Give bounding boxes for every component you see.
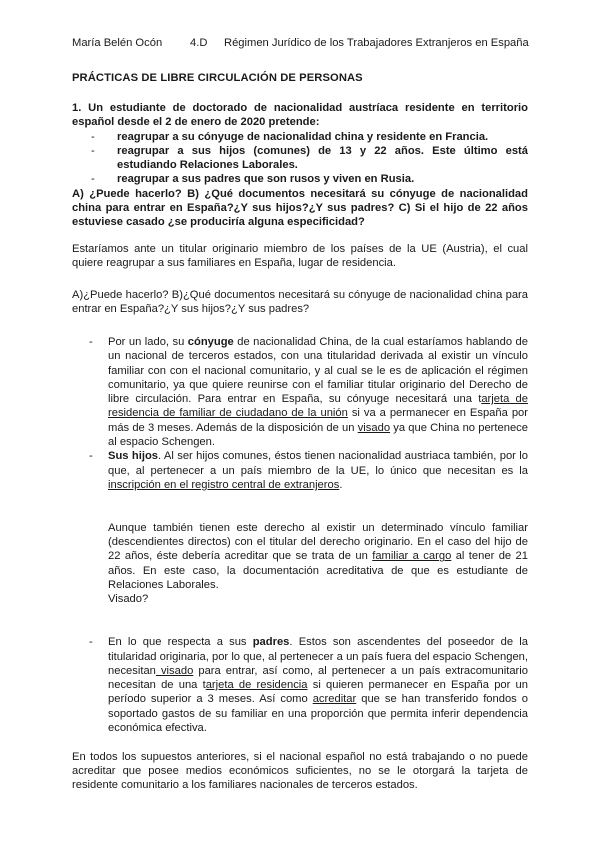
list-item: - reagrupar a sus hijos (comunes) de 13 y 22 años. Este último está estudiando Relaciones Laborales.: [91, 144, 528, 172]
exercise-question: [72, 101, 528, 230]
conclusion: En todos los supuestos anteriores, si el nacional español no está trabajando o no puede acreditar que posee medios económicos suficientes, no se le otorgará la tarjeta de residente comunitario a los familiares nacionales de terceros estados.: [72, 750, 528, 792]
parents-label: padres: [252, 636, 290, 649]
author-name: María Belén Ocón: [72, 37, 163, 49]
list-item: - reagrupar a su cónyuge de nacionalidad china y residente en Francia.: [91, 130, 489, 143]
bullet-dash: -: [91, 173, 95, 186]
children-label: Sus hijos: [108, 450, 159, 463]
answer-children: - Sus hijos. Al ser hijos comunes, éstos tienen nacionalidad austriaca también, por lo que, al pertenecer a un país miembro de la UE, lo único que necesitan es la inscripción en el registro central de extranjeros. Aunque también tienen este derecho al existir un determinado vínculo familiar (descendientes directos) con el titular del derecho originario. En el caso del hijo de 22 años, éste debería acreditar que se trata de un familiar a cargo al tener de 21 años. En este caso, la documentación acreditativa de que es estudiante de Relaciones Laborales. Visado?: [89, 450, 529, 606]
underlined-term: arjeta de residencia de familiar de ciudadano de la unión: [108, 393, 528, 420]
restated-question: A)¿Puede hacerlo? B)¿Qué documentos necesitará su cónyuge de nacionalidad china para entrar en España?¿Y sus hijos?¿Y sus padres?: [72, 289, 528, 316]
page-header: [72, 36, 532, 50]
visa-note: Visado?: [108, 593, 149, 606]
intro-answer: Estaríamos ante un titular originario miembro de los países de la UE (Austria), el cual quiere reagrupar a sus familiares en España, lugar de residencia.: [72, 243, 528, 270]
children-paragraph-2: Aunque también tienen este derecho al existir un determinado vínculo familiar (descendientes directos) con el titular del derecho originario. En el caso del hijo de 22 años, éste debería acreditar que se trata de un familiar a cargo al tener de 21 años. En este caso, la documentación acreditativa de que es estudiante de Relaciones Laborales.: [108, 521, 529, 592]
group-code: 4.D: [190, 37, 208, 49]
underlined-term: arjeta de residencia: [205, 679, 308, 692]
bullet-dash: -: [89, 636, 93, 649]
underlined-term: inscripción en el registro central de extranjeros: [108, 478, 340, 491]
document-title: PRÁCTICAS DE LIBRE CIRCULACIÓN DE PERSONAS: [72, 72, 363, 84]
question-intro: 1. Un estudiante de doctorado de nacionalidad austríaca residente en territorio español desde el 2 de enero de 2020 pretende:: [72, 102, 528, 129]
bullet-dash: -: [89, 450, 93, 463]
bullet-dash: -: [91, 130, 95, 143]
underlined-term: familiar a cargo: [372, 550, 452, 563]
spouse-label: cónyuge: [187, 336, 234, 348]
question-list: [72, 130, 528, 187]
list-item: - reagrupar a sus padres que son rusos y viven en Rusia.: [91, 173, 415, 186]
answer-spouse: - Por un lado, su cónyuge de nacionalidad China, de la cual estaríamos hablando de un nacional de terceros estados, con una titularidad derivada al existir un vínculo familiar con con el nacional comunitario, y al cual se le es de aplicación el régimen comunitario, ya que quiere reunirse con el familiar titular originario del Derecho de libre circulación. Para entrar en España, su cónyuge necesitará una tarjeta de residencia de familiar de ciudadano de la unión si va a permanecer en España por más de 3 meses. Además de la disposición de un visado ya que China no pertenece al espacio Schengen.: [89, 336, 528, 449]
bullet-dash: -: [89, 336, 93, 348]
answers-section: [72, 335, 528, 793]
underlined-term: visado: [357, 421, 391, 434]
underlined-term: acreditar: [312, 693, 357, 706]
underlined-term: visado: [155, 664, 194, 677]
answer-parents: - En lo que respecta a sus padres. Estos son ascendentes del poseedor de la titularidad originaria, por lo que, al pertenecer a un país fuera del espacio Schengen, necesitan visado para entrar, así como, al pertenecer a un país extracomunitario necesitan de una tarjeta de residencia si quieren permanecer en España por un período superior a 3 meses. Así como acreditar que se han transferido fondos o soportado gastos de su familiar en una proporción que permita inferir dependencia económica efectiva.: [89, 636, 529, 735]
course-name: Régimen Jurídico de los Trabajadores Extranjeros en España: [224, 37, 529, 49]
bullet-dash: -: [91, 144, 95, 157]
question-prompt: A) ¿Puede hacerlo? B) ¿Qué documentos necesitará su cónyuge de nacionalidad china para entrar en España?¿Y sus hijos?¿Y sus padres? C) Si el hijo de 22 años estuviese casado ¿se produciría alguna especificidad?: [72, 187, 528, 229]
